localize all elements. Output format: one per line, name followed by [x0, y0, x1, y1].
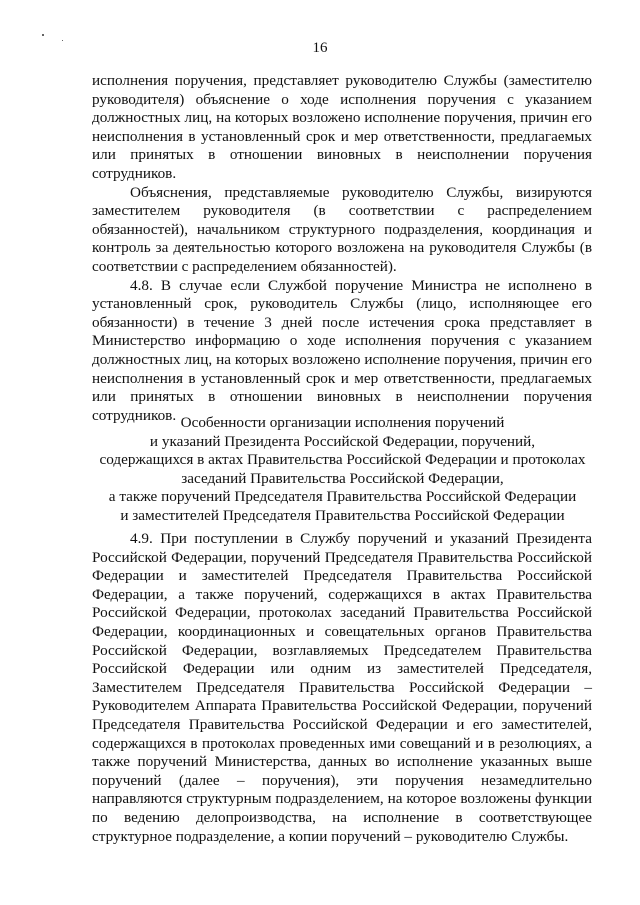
heading-line: заседаний Правительства Российской Федерации, [181, 469, 504, 487]
body-text-bottom [92, 530, 592, 846]
page-number: 16 [312, 40, 328, 56]
heading-line: содержащихся в актах Правительства Российской Федерации и протоколах [99, 451, 586, 469]
paragraph-4-9: 4.9. При поступлении в Службу поручений и указаний Президента Российской Федерации, поручений Председателя Правительства Российской Федерации и заместителей Председателя Правительства Российской Федерации, а также поручений, содержащихся в актах Правительства Российской Федерации, протоколах заседаний Правительства Российской Федерации, координационных и совещательных органов Правительства Российской Федерации, возглавляемых Председателем Правительства Российской Федерации или одним из заместителей Председателя, Заместителем Председателя Правительства Российской Федерации – Руководителем Аппарата Правительства Российской Федерации, поручений Председателя Правительства Российской Федерации и его заместителей, содержащихся в протоколах проведенных ими совещаний и в резолюциях, а также поручений Министерства, данных во исполнение указанных выше поручений (далее – поручения), эти поручения незамедлительно направляются структурным подразделением, на которое возложены функции по ведению делопроизводства, на исполнение в соответствующее структурное подразделение, а копии поручений – руководителю Службы. [92, 530, 592, 845]
heading-line: Особенности организации исполнения поручений [180, 414, 505, 431]
paragraph-4-8: 4.8. В случае если Службой поручение Министра не исполнено в установленный срок, руководитель Службы (лицо, исполняющее его обязанности) в течение 3 дней после истечения срока представляет в Министерство информацию о ходе исполнения поручения с указанием должностных лиц, на которых возложено исполнение поручения, причин его неисполнения в установленный срок и мер ответственности, предлагаемых или принятых в отношении виновных в неисполнении поручения сотрудников. [92, 276, 592, 424]
paragraph-continuation: исполнения поручения, представляет руководителю Службы (заместителю руководителя) объяснение о ходе исполнения поручения с указанием должностных лиц, на которых возложено исполнение поручения, причин его неисполнения в установленный срок и мер ответственности, предлагаемых или принятых в отношении виновных в неисполнении поручения сотрудников. [92, 72, 592, 182]
heading-line: а также поручений Председателя Правительства Российской Федерации [108, 488, 577, 506]
paragraph-explanations: Объяснения, представляемые руководителю Службы, визируются заместителем руководителя (в соответствии с распределением обязанностей), начальником структурного подразделения, координация и контроль за деятельностью которого возложена на руководителя Службы (в соответствии с распределением обязанностей). [92, 183, 592, 275]
scan-artifact-dot [42, 34, 44, 36]
heading-line: и указаний Президента Российской Федерации, поручений, [149, 432, 536, 450]
section-heading [70, 414, 615, 526]
body-text-top [92, 72, 592, 425]
heading-line: и заместителей Председателя Правительства Российской Федерации [120, 506, 565, 524]
